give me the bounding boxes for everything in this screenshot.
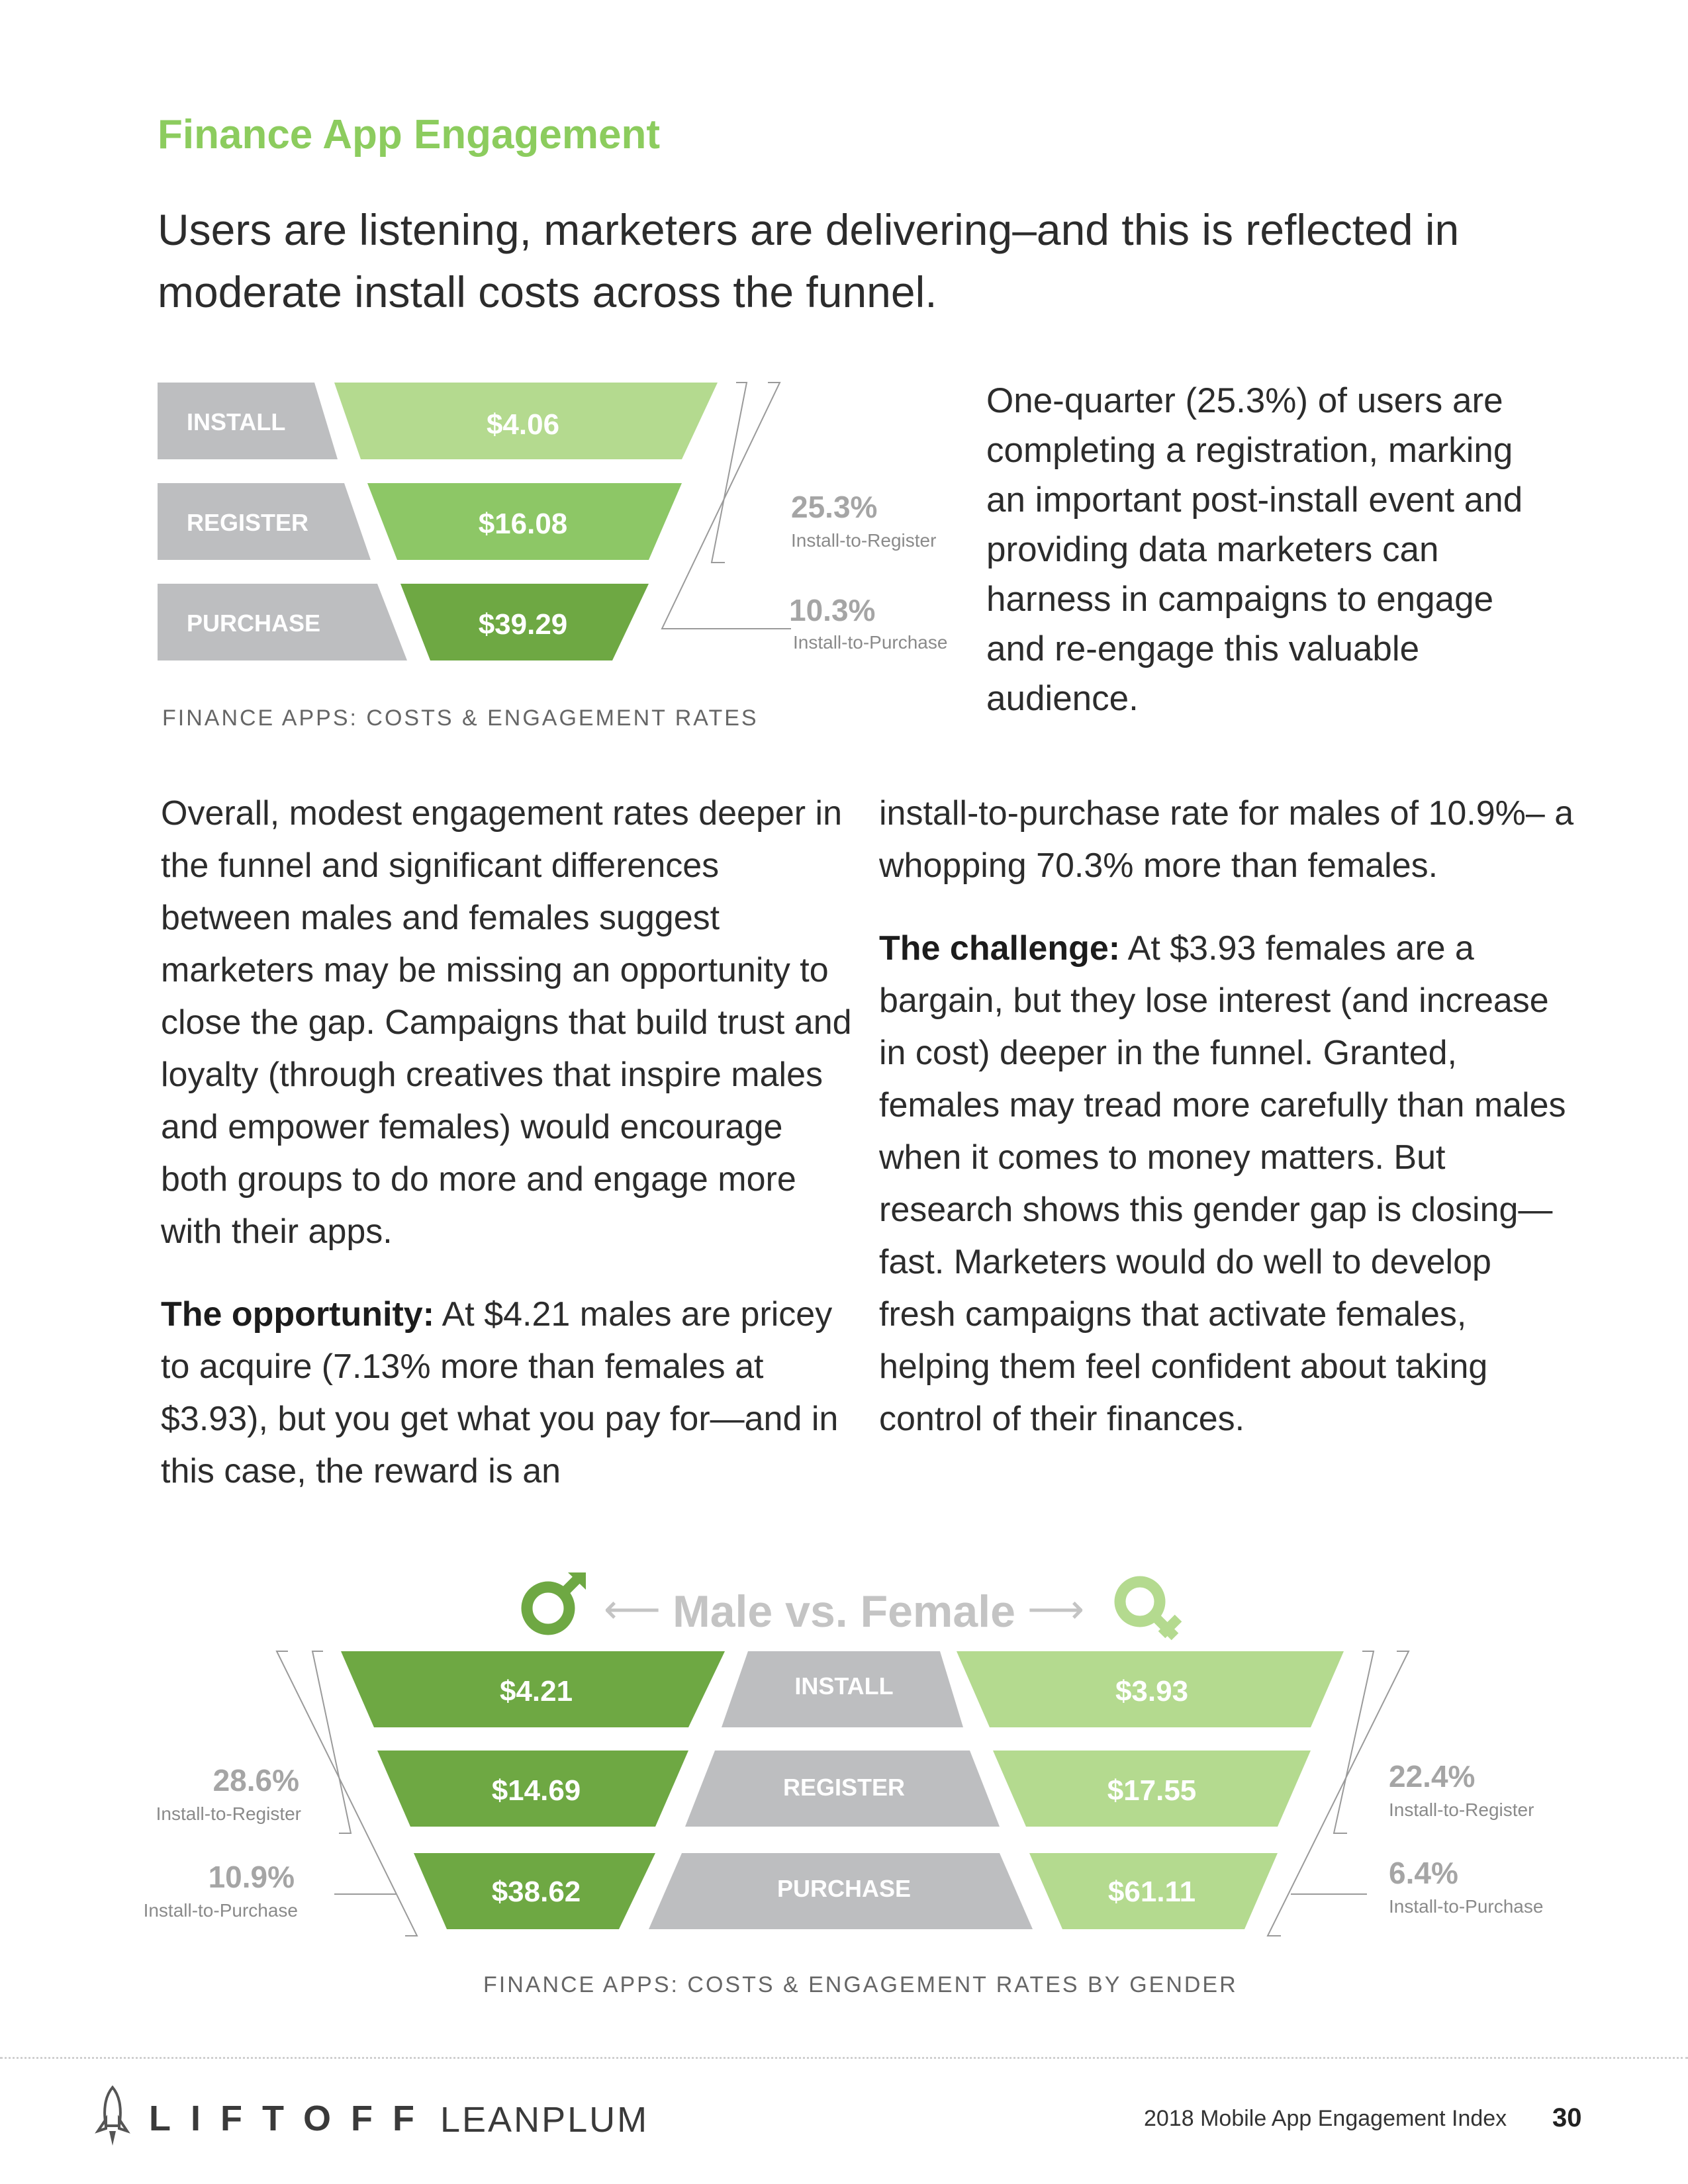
female-install-value: $3.93 (1115, 1675, 1189, 1707)
funnel-purchase-value: $39.29 (478, 608, 568, 641)
challenge-paragraph (879, 923, 1574, 1445)
body-right-paragraph: install-to-purchase rate for males of 10.9%– a whopping 70.3% more than females. (879, 794, 1574, 885)
gender-heading: Male vs. Female (673, 1586, 1015, 1637)
female-symbol-icon (1120, 1582, 1178, 1637)
female-register-value: $17.55 (1107, 1774, 1197, 1807)
rate-purchase-label: Install-to-Purchase (793, 632, 948, 653)
body-left-column (161, 788, 856, 1528)
body-left-paragraph: Overall, modest engagement rates deeper in the funnel and significant differences between males and females suggest marketers may be missing an opportunity to close the gap. Campaigns that build trust and loyalty (through creatives that inspire males and empower females) would encourage both groups to do more and engage more with their apps. (161, 794, 852, 1251)
opportunity-text: At $4.21 males are pricey to acquire (7.13% more than females at $3.93), but you get what you pay for—and in this case, the reward is an (161, 1295, 839, 1490)
stage-register-label: REGISTER (782, 1774, 906, 1801)
opportunity-label: The opportunity: (161, 1295, 435, 1334)
rocket-icon (93, 2085, 132, 2151)
overall-funnel-caption: FINANCE APPS: COSTS & ENGAGEMENT RATES (162, 705, 759, 731)
right-arrow: ⟶ (1027, 1587, 1085, 1631)
funnel-install-label: INSTALL (187, 408, 286, 435)
page-title: Finance App Engagement (158, 112, 661, 158)
stage-install-label: INSTALL (794, 1672, 894, 1700)
funnel-register-label: REGISTER (187, 509, 309, 536)
side-text: One-quarter (25.3%) of users are completing a registration, marking an important post-install event and providing data marketers can harness in campaigns to engage and re-engage this valuable audience. (986, 381, 1523, 718)
opportunity-paragraph (161, 1289, 856, 1498)
rate-register-pct: 25.3% (791, 490, 878, 524)
left-arrow: ⟵ (603, 1587, 661, 1631)
female-rate-purchase-label: Install-to-Purchase (1389, 1896, 1544, 1917)
female-purchase-value: $61.11 (1107, 1876, 1196, 1908)
gender-funnel-chart (0, 1549, 1688, 1946)
funnel-purchase-label: PURCHASE (187, 610, 321, 637)
rate-purchase-pct: 10.3% (789, 593, 876, 627)
page-number: 30 (1552, 2103, 1582, 2132)
body-right-column (879, 788, 1574, 1476)
rate-register-label: Install-to-Register (791, 530, 937, 551)
overall-funnel-chart (0, 371, 980, 741)
male-rate-register-pct: 28.6% (212, 1763, 299, 1797)
funnel-register-value: $16.08 (478, 508, 568, 540)
male-register-value: $14.69 (491, 1774, 581, 1807)
challenge-label: The challenge: (879, 929, 1121, 968)
report-name: 2018 Mobile App Engagement Index (1144, 2106, 1507, 2131)
male-purchase-value: $38.62 (491, 1876, 581, 1908)
female-rate-purchase-pct: 6.4% (1389, 1856, 1458, 1890)
funnel-install-value: $4.06 (486, 408, 560, 441)
male-install-value: $4.21 (499, 1675, 573, 1707)
gender-funnel-caption: FINANCE APPS: COSTS & ENGAGEMENT RATES BY GENDER (483, 1972, 1238, 1997)
male-rate-register-label: Install-to-Register (156, 1803, 301, 1824)
female-rate-register-label: Install-to-Register (1389, 1799, 1534, 1820)
page-subtitle: Users are listening, marketers are delivering–and this is reflected in moderate install costs across the funnel. (158, 205, 1460, 316)
male-rate-purchase-pct: 10.9% (208, 1860, 295, 1894)
stage-purchase-label: PURCHASE (776, 1875, 912, 1902)
footer-divider (0, 2057, 1688, 2059)
male-symbol-icon (527, 1572, 586, 1629)
liftoff-logo: LIFTOFF (149, 2099, 434, 2138)
male-rate-purchase-label: Install-to-Purchase (143, 1900, 298, 1921)
challenge-text: At $3.93 females are a bargain, but they lose interest (and increase in cost) deeper in the funnel. Granted, females may tread more carefully than males when it comes to money matters. But research shows this gender gap is closing—fast. Marketers would do well to develop fresh campaigns that activate females, helping them feel confident about taking control of their finances. (879, 929, 1566, 1438)
female-rate-register-pct: 22.4% (1389, 1759, 1476, 1794)
leanplum-logo: LEANPLUM (440, 2100, 649, 2140)
